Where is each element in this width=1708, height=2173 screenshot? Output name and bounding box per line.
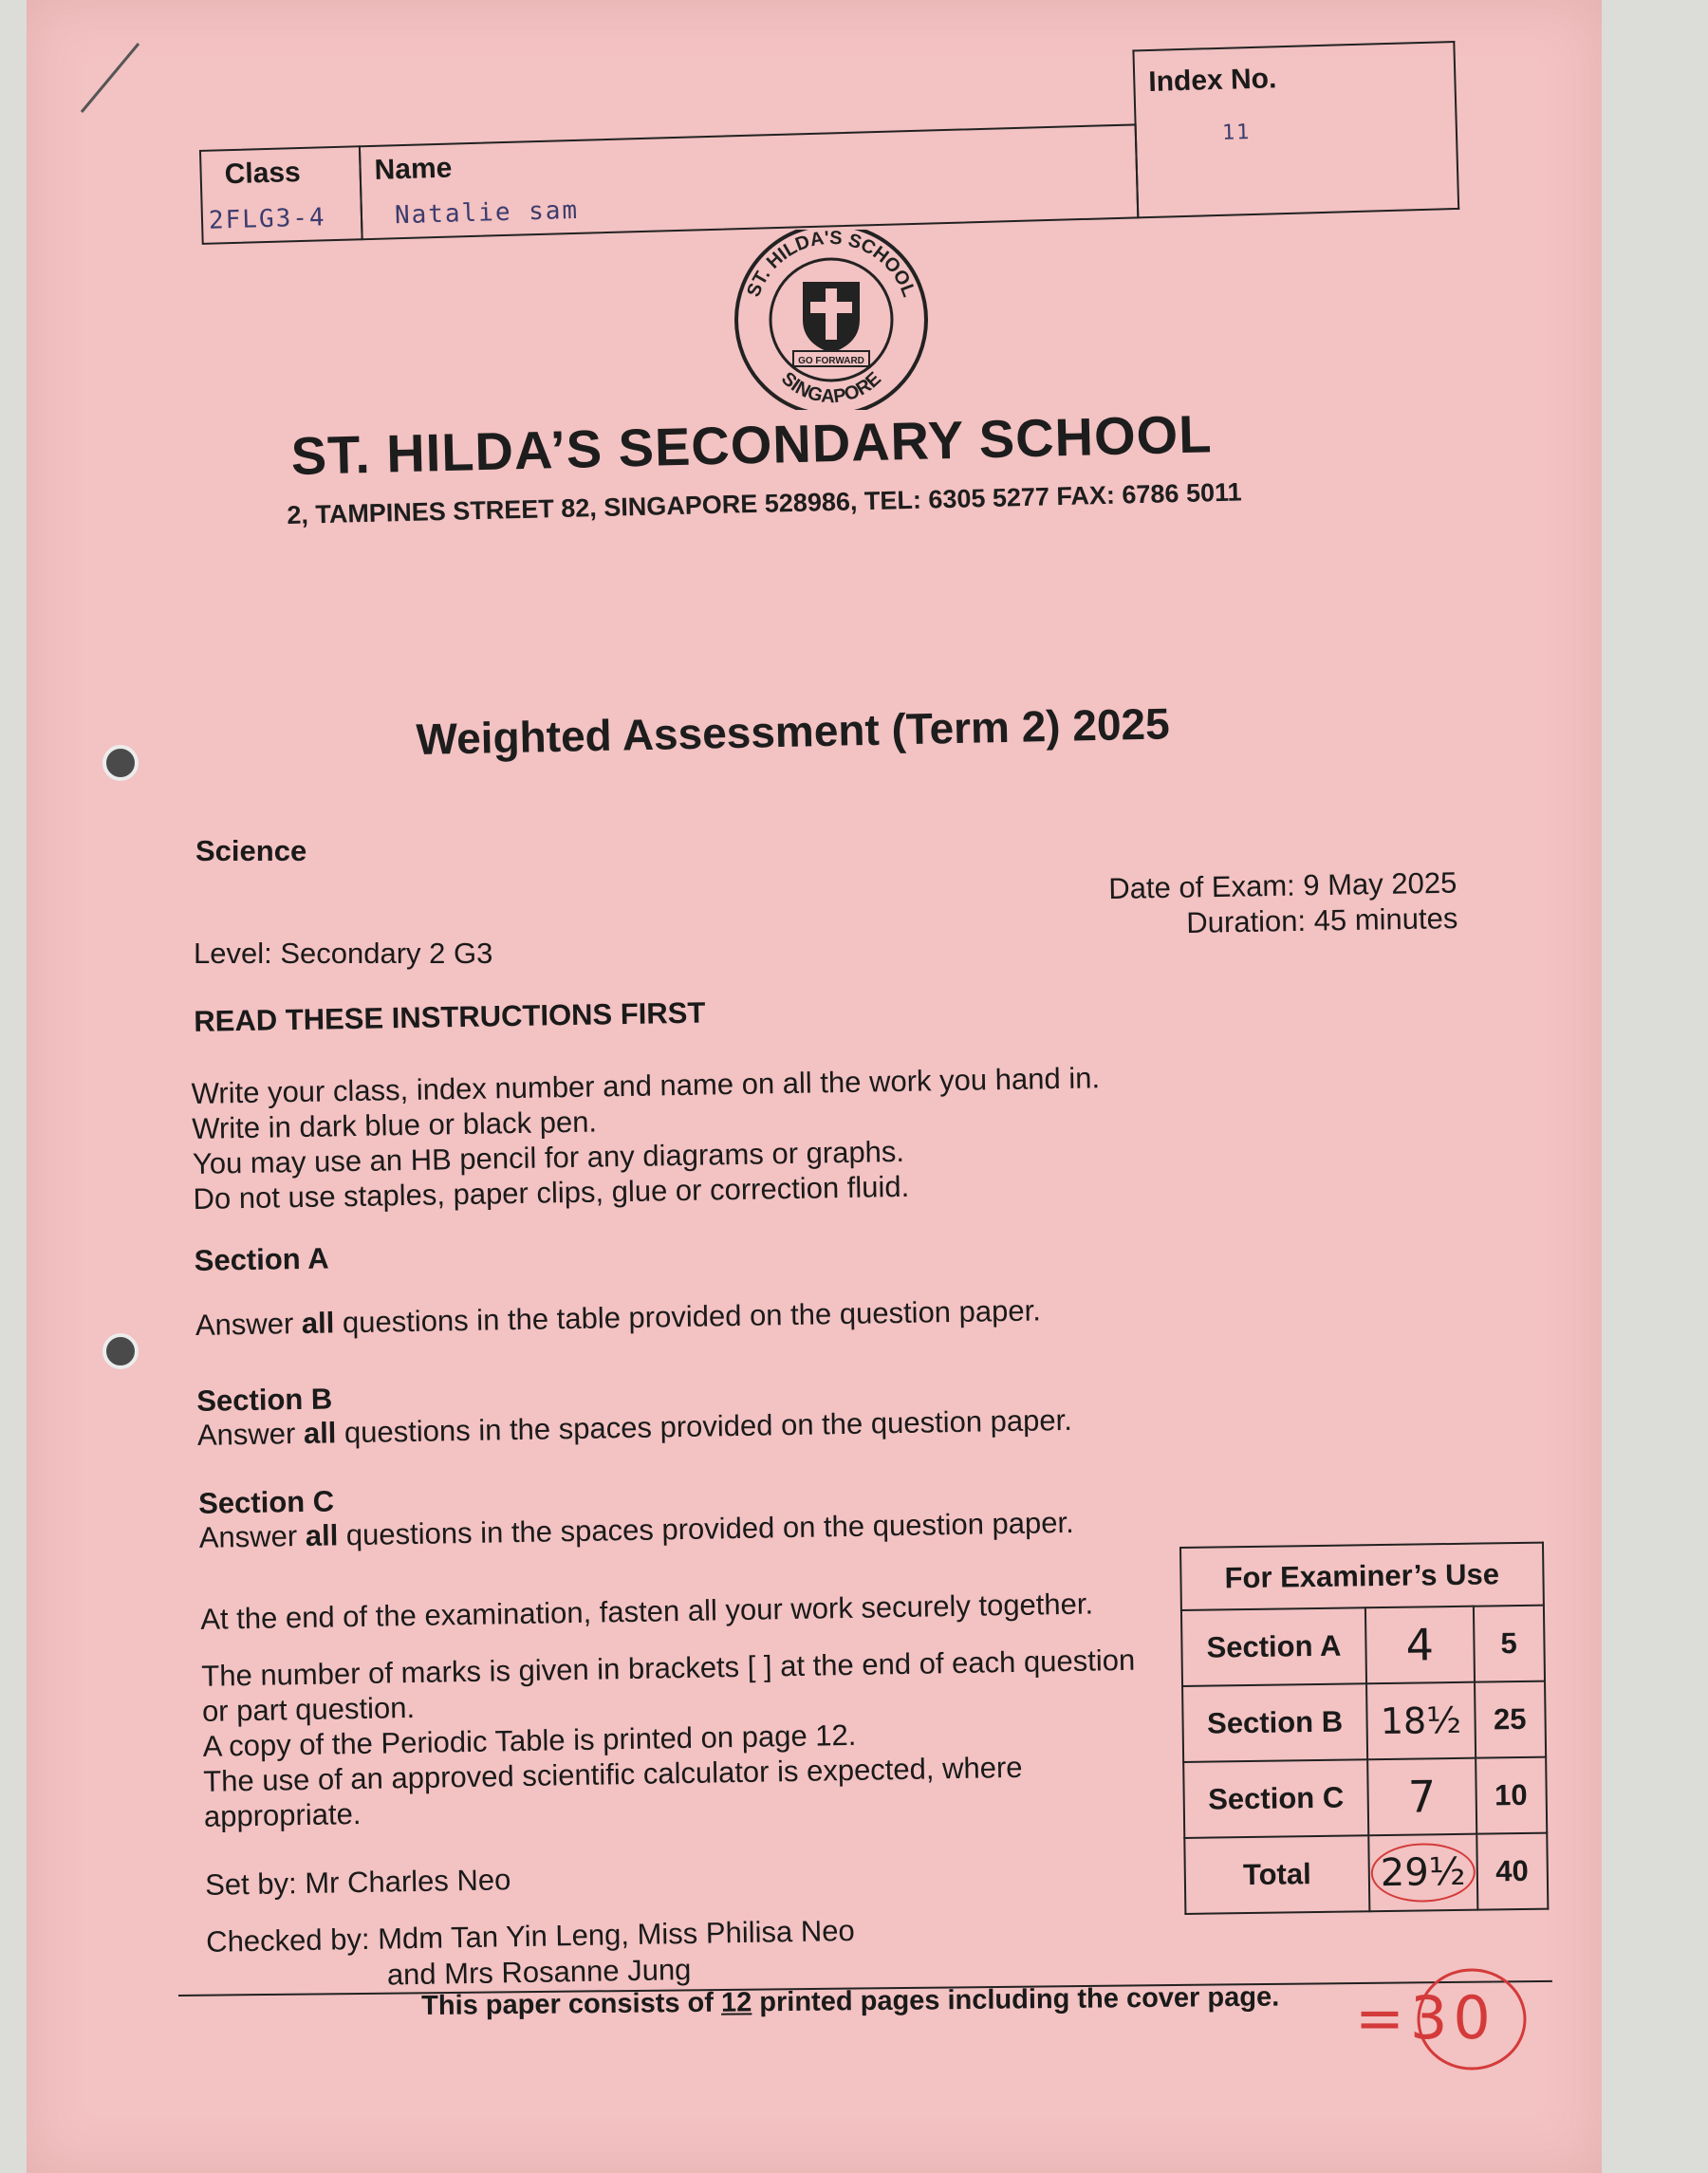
section-a-title: Section A [194,1241,329,1277]
score-cell: 29½ [1368,1834,1477,1912]
name-value: Natalie sam [394,195,580,231]
subject-label: Science [195,834,307,867]
exam-level: Level: Secondary 2 G3 [194,937,493,970]
punch-hole-top [102,745,139,781]
svg-text:SINGAPORE: SINGAPORE [777,368,885,408]
section-b-instruction: Answer all questions in the spaces provided on the question paper. [196,1402,1073,1452]
student-info-table [197,47,1492,245]
instructions-heading: READ THESE INSTRUCTIONS FIRST [194,995,706,1038]
section-c-instruction: Answer all questions in the spaces provided on the question paper. [198,1505,1074,1554]
instruction-line: Write your class, index number and name on all the work you hand in. [191,1061,1101,1110]
class-value: 2FLG3-4 [208,203,326,235]
score-cell: 18½ [1366,1682,1476,1760]
marks-note: The number of marks is given in brackets [ ] at the end of each question or part question. A copy of the Periodic Table is printed on page 12. The use of an approved scientific calculator is expected, where appropriate. [201,1643,1136,1833]
examiner-use-table [1179,1542,1549,1915]
school-address: 2, TAMPINES STREET 82, SINGAPORE 528986, TEL: 6305 5277 FAX: 6786 5011 [287,477,1242,529]
score-cell: 4 [1365,1607,1475,1684]
table-row: Total 29½ 40 [1184,1833,1548,1914]
school-name: ST. HILDA’S SECONDARY SCHOOL [290,403,1214,486]
svg-text:GO FORWARD: GO FORWARD [798,356,864,366]
pencil-mark-icon [72,36,148,121]
section-a-instruction: Answer all questions in the table provided on the question paper. [195,1293,1042,1342]
index-cell [1135,63,1460,218]
instruction-line: Do not use staples, paper clips, glue or correction fluid. [193,1169,910,1216]
handwritten-final-score: =30 [1355,1983,1496,2052]
instruction-line: Write in dark blue or black pen. [191,1105,598,1145]
school-crest-logo [727,230,936,410]
exam-title: Weighted Assessment (Term 2) 2025 [416,698,1171,764]
table-row: Section A 4 5 [1181,1606,1545,1686]
checked-by: Checked by: Mdm Tan Yin Leng, Miss Philisa Neo [205,1913,855,1959]
instructions-list [191,1060,1102,1217]
index-label: Index No. [1147,63,1277,99]
class-cell [199,145,363,245]
table-row: Section B 18½ 25 [1182,1681,1546,1762]
instructions-block [190,987,1186,1992]
instruction-line: You may use an HB pencil for any diagrams or graphs. [192,1134,905,1180]
set-by: Set by: Mr Charles Neo [204,1863,511,1902]
end-note: At the end of the examination, fasten all your work securely together. [200,1587,1094,1636]
score-cell: 7 [1367,1758,1476,1836]
class-label: Class [224,157,302,191]
name-label: Name [374,152,453,186]
section-b-title: Section B [195,1382,333,1418]
footer-note: This paper consists of 12 printed pages including the cover page. [421,1981,1280,2021]
punch-hole-bottom [102,1333,139,1369]
exam-duration: Duration: 45 minutes [1186,901,1458,939]
section-c-title: Section C [197,1484,335,1520]
svg-text:ST. HILDA'S SCHOOL: ST. HILDA'S SCHOOL [743,230,919,300]
exam-date: Date of Exam: 9 May 2025 [1108,865,1457,905]
table-row: Section C 7 10 [1183,1757,1547,1838]
examiner-table-heading: For Examiner’s Use [1180,1543,1544,1610]
checked-by-continued: and Mrs Rosanne Jung [386,1952,692,1992]
index-value: 11 [1221,121,1252,145]
score-circle-icon [1410,1962,1533,2076]
name-cell [359,123,1139,240]
exam-cover-sheet [27,0,1602,2173]
